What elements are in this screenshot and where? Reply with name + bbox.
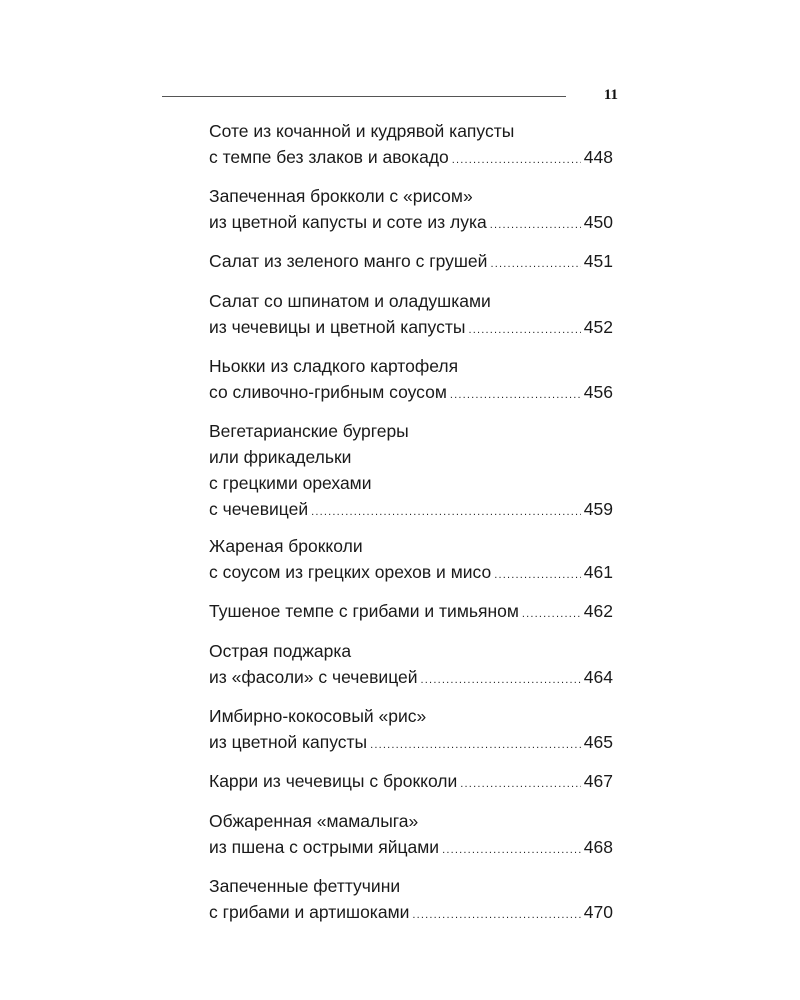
toc-entry-page-number: 465	[583, 732, 613, 752]
toc-entry-page-number: 459	[583, 499, 613, 519]
dot-leader	[468, 317, 580, 343]
page-number: 11	[603, 87, 618, 103]
toc-entry-title-line: Ньокки из сладкого картофеля	[209, 356, 459, 376]
toc-entry-page-number: 464	[583, 667, 613, 687]
dot-leader	[311, 499, 581, 525]
toc-entry-title-line: с грибами и артишоками	[209, 902, 410, 922]
toc-entry-last-line	[209, 248, 613, 274]
toc-entry-page-number: 452	[583, 317, 613, 337]
toc-entry-title-line: из пшена с острыми яйцами	[209, 837, 440, 857]
dot-leader	[412, 902, 580, 928]
toc-entry-title-line: Жареная брокколи	[209, 536, 363, 556]
toc-entry-title-line: Соте из кочанной и кудрявой капусты	[209, 121, 515, 141]
toc-entry	[209, 703, 613, 755]
toc-entry-last-line	[209, 899, 613, 925]
toc-entry-page-number: 461	[583, 562, 613, 582]
toc-entry-last-line	[209, 664, 613, 690]
dot-leader	[460, 771, 581, 797]
toc-entry	[209, 353, 613, 405]
toc-entry-last-line	[209, 559, 613, 585]
toc-entry	[209, 768, 613, 794]
toc-entry	[209, 533, 613, 585]
toc-entry-last-line	[209, 379, 613, 405]
dot-leader	[490, 251, 580, 277]
toc-entry	[209, 873, 613, 925]
toc-entry	[209, 638, 613, 690]
dot-leader	[494, 562, 581, 588]
toc-entry-title-line: из «фасоли» с чечевицей	[209, 667, 418, 687]
toc-entry-title-line: Имбирно-кокосовый «рис»	[209, 706, 427, 726]
toc-entry-page-number: 467	[583, 771, 613, 791]
toc-entry-title-line: с чечевицей	[209, 499, 309, 519]
toc-entry-title-line: Салат со шпинатом и оладушками	[209, 291, 491, 311]
toc-entry-page-number: 470	[583, 902, 613, 922]
toc-entry-title-line: Вегетарианские бургеры	[209, 421, 409, 441]
toc-entry-title-line: Салат из зеленого манго с грушей	[209, 251, 488, 271]
toc-entry-page-number: 462	[583, 601, 613, 621]
dot-leader	[421, 667, 581, 693]
toc-entry-title-line: или фрикадельки	[209, 447, 352, 467]
toc-entry-title-line: из цветной капусты	[209, 732, 368, 752]
toc-entry	[209, 808, 613, 860]
toc-entry-title-line: со сливочно-грибным соусом	[209, 382, 447, 402]
toc-entry-page-number: 468	[583, 837, 613, 857]
toc-entry-page-number: 456	[583, 382, 613, 402]
toc-entry-last-line	[209, 144, 613, 170]
dot-leader	[490, 212, 581, 238]
toc-entry-last-line	[209, 314, 613, 340]
toc-entry-last-line	[209, 598, 613, 624]
toc-entry-title-line: с темпе без злаков и авокадо	[209, 147, 449, 167]
toc-entry-title-line: Запеченные феттучини	[209, 876, 401, 896]
dot-leader	[442, 837, 581, 863]
toc-entry-last-line	[209, 834, 613, 860]
toc-entry-title-line: из чечевицы и цветной капусты	[209, 317, 466, 337]
dot-leader	[450, 382, 581, 408]
toc-entry-last-line	[209, 729, 613, 755]
toc-entry	[209, 118, 613, 170]
toc-entry-page-number: 450	[583, 212, 613, 232]
toc-entry-title-line: Карри из чечевицы с брокколи	[209, 771, 458, 791]
toc-entry-title-line: Обжаренная «мамалыга»	[209, 811, 419, 831]
toc-entry-last-line	[209, 496, 613, 522]
dot-leader	[452, 147, 581, 173]
dot-leader	[522, 601, 581, 627]
toc-entry	[209, 288, 613, 340]
toc-entry-page-number: 451	[583, 251, 613, 271]
header-rule	[162, 96, 566, 97]
toc-entry	[209, 418, 613, 522]
toc-entry-last-line	[209, 209, 613, 235]
toc-entry	[209, 598, 613, 624]
toc-entry	[209, 248, 613, 274]
toc-entry-title-line: Запеченная брокколи с «рисом»	[209, 186, 473, 206]
toc-entry-title-line: с соусом из грецких орехов и мисо	[209, 562, 492, 582]
toc-entry-title-line: с грецкими орехами	[209, 473, 372, 493]
toc-entry-last-line	[209, 768, 613, 794]
toc-entry-title-line: Тушеное темпе с грибами и тимьяном	[209, 601, 519, 621]
dot-leader	[370, 732, 581, 758]
toc-entry-title-line: из цветной капусты и соте из лука	[209, 212, 487, 232]
toc-entry-title-line: Острая поджарка	[209, 641, 352, 661]
toc-entry	[209, 183, 613, 235]
toc-entry-page-number: 448	[583, 147, 613, 167]
